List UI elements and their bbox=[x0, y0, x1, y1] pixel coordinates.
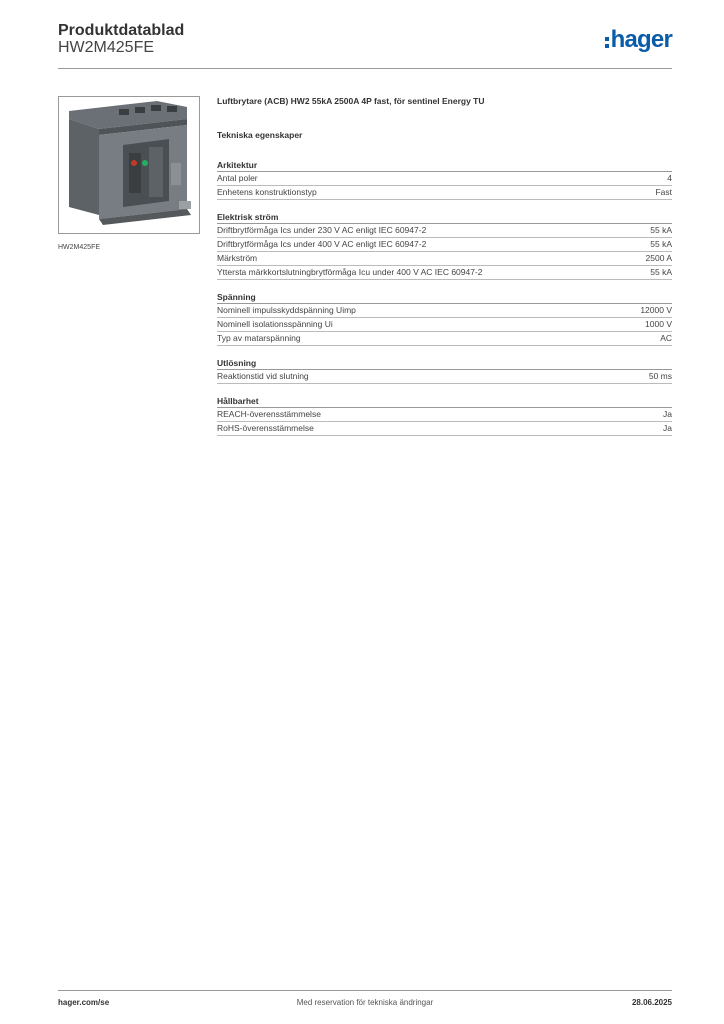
website-link[interactable]: hager.com/se bbox=[58, 998, 110, 1007]
header-divider bbox=[58, 68, 672, 69]
spec-value: 1000 V bbox=[645, 319, 672, 329]
spec-row bbox=[217, 318, 672, 332]
spec-label: Nominell impulsskyddspänning Uimp bbox=[217, 305, 356, 315]
spec-row bbox=[217, 238, 672, 252]
air-circuit-breaker-image bbox=[59, 97, 199, 233]
spec-group bbox=[217, 288, 672, 346]
spec-value: Ja bbox=[663, 423, 672, 433]
spec-label: Driftbrytförmåga Ics under 400 V AC enligt IEC 60947-2 bbox=[217, 239, 427, 249]
product-model: HW2M425FE bbox=[58, 39, 155, 56]
group-title: Spänning bbox=[217, 288, 672, 304]
spec-row bbox=[217, 224, 672, 238]
page-header bbox=[58, 22, 672, 68]
spec-row bbox=[217, 304, 672, 318]
spec-label: Enhetens konstruktionstyp bbox=[217, 187, 317, 197]
group-title: Elektrisk ström bbox=[217, 208, 672, 224]
group-title: Arkitektur bbox=[217, 156, 672, 172]
document-date: 28.06.2025 bbox=[631, 998, 672, 1007]
page-footer bbox=[58, 998, 672, 1010]
spec-label: Nominell isolationsspänning Ui bbox=[217, 319, 333, 329]
spec-label: Reaktionstid vid slutning bbox=[217, 371, 309, 381]
spec-group bbox=[217, 208, 672, 280]
spec-label: RoHS-överensstämmelse bbox=[217, 423, 314, 433]
hager-logo bbox=[605, 28, 672, 52]
spec-value: AC bbox=[660, 333, 672, 343]
spec-label: Yttersta märkkortslutningbrytförmåga Icu under 400 V AC IEC 60947-2 bbox=[217, 267, 483, 277]
spec-row bbox=[217, 332, 672, 346]
spec-label: Typ av matarspänning bbox=[217, 333, 301, 343]
spec-value: Ja bbox=[663, 409, 672, 419]
spec-value: 4 bbox=[667, 173, 672, 183]
spec-label: Antal poler bbox=[217, 173, 258, 183]
spec-value: 12000 V bbox=[640, 305, 672, 315]
spec-row bbox=[217, 186, 672, 200]
logo-text: hager bbox=[610, 26, 672, 53]
spec-group bbox=[217, 354, 672, 384]
spec-row bbox=[217, 172, 672, 186]
spec-group bbox=[217, 156, 672, 200]
document-title: Produktdatablad bbox=[58, 22, 185, 39]
spec-label: Märkström bbox=[217, 253, 258, 263]
spec-row bbox=[217, 408, 672, 422]
spec-label: REACH-överensstämmelse bbox=[217, 409, 321, 419]
spec-value: 55 kA bbox=[650, 239, 672, 249]
technical-specs bbox=[217, 96, 672, 444]
image-caption: HW2M425FE bbox=[58, 244, 101, 251]
product-image bbox=[58, 96, 200, 234]
spec-row bbox=[217, 370, 672, 384]
spec-value: 55 kA bbox=[650, 225, 672, 235]
group-title: Utlösning bbox=[217, 354, 672, 370]
disclaimer-text: Med reservation för tekniska ändringar bbox=[296, 998, 434, 1007]
logo-dots-icon bbox=[605, 37, 609, 48]
spec-label: Driftbrytförmåga Ics under 230 V AC enligt IEC 60947-2 bbox=[217, 225, 427, 235]
spec-value: Fast bbox=[655, 187, 672, 197]
footer-divider bbox=[58, 990, 672, 991]
section-title: Tekniska egenskaper bbox=[217, 130, 303, 140]
spec-row bbox=[217, 422, 672, 436]
product-description: Luftbrytare (ACB) HW2 55kA 2500A 4P fast, för sentinel Energy TU bbox=[217, 96, 485, 106]
spec-value: 2500 A bbox=[645, 253, 672, 263]
spec-group bbox=[217, 392, 672, 436]
spec-row bbox=[217, 252, 672, 266]
group-title: Hållbarhet bbox=[217, 392, 672, 408]
spec-row bbox=[217, 266, 672, 280]
spec-value: 55 kA bbox=[650, 267, 672, 277]
spec-value: 50 ms bbox=[648, 371, 672, 381]
